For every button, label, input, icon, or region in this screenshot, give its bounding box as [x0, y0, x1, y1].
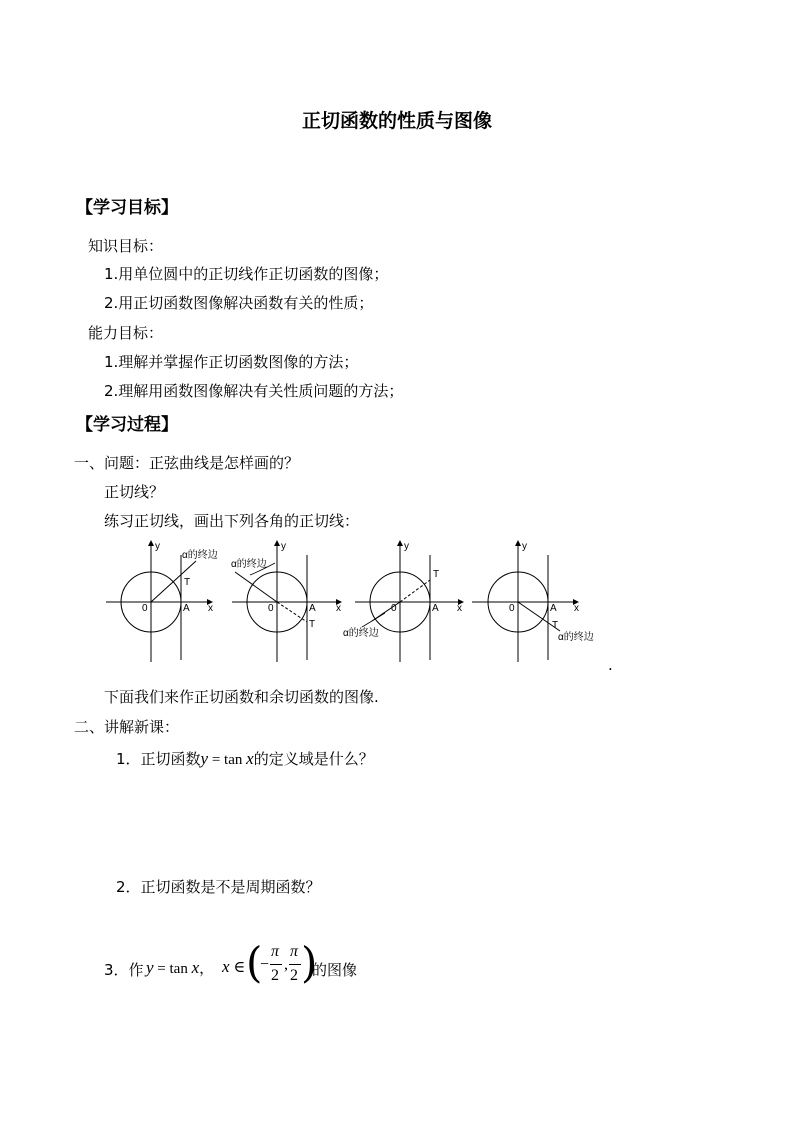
question-3-prefix: 3．作	[104, 961, 144, 979]
interval-comma: ,	[284, 956, 288, 973]
axis-x-label: x	[336, 603, 341, 614]
point-t-label: T	[552, 620, 559, 631]
objectives-heading: 【学习目标】	[76, 198, 178, 218]
origin-label: 0	[142, 603, 148, 614]
axis-y-label: y	[404, 541, 409, 552]
origin-label: 0	[509, 603, 515, 614]
point-a-label: A	[309, 603, 316, 614]
eq-y: y	[200, 749, 209, 768]
next-step-text: 下面我们来作正切函数和余切函数的图像.	[104, 688, 379, 706]
process-heading: 【学习过程】	[76, 415, 178, 435]
element-of: ∈	[229, 959, 246, 976]
axis-x-label: x	[457, 603, 462, 614]
denominator-1: 2	[271, 967, 279, 984]
origin-label: 0	[268, 603, 274, 614]
question-3-domain	[222, 957, 245, 977]
pi-numerator-1: π	[271, 943, 280, 960]
point-a-label: A	[432, 603, 439, 614]
question-3-equation	[146, 957, 214, 978]
ability-label: 能力目标：	[88, 324, 164, 342]
trailing-dot: .	[608, 656, 613, 674]
eq-tan: = tan	[208, 752, 247, 768]
pi-numerator-2: π	[290, 943, 299, 960]
question-2: 2．正切函数是不是周期函数？	[116, 878, 321, 896]
axis-y-label: y	[155, 541, 160, 552]
figure-4	[472, 541, 594, 662]
domain-x: x	[222, 957, 230, 976]
point-t-label: T	[433, 569, 440, 580]
tangent-line-question: 正切线？	[104, 483, 165, 501]
knowledge-label: 知识目标：	[88, 237, 164, 255]
tangent-line-figures	[100, 535, 620, 670]
right-paren: )	[301, 938, 318, 987]
minus-sign: −	[260, 956, 270, 973]
point-t-label: T	[184, 577, 191, 588]
question-1	[116, 748, 374, 769]
terminal-side-label: α的终边	[343, 628, 379, 639]
eq-x: x	[246, 749, 254, 768]
ability-item-1: 1.理解并掌握作正切函数图像的方法；	[104, 353, 359, 371]
question-3	[104, 959, 144, 980]
eq-tan: = tan	[153, 961, 192, 977]
eq-y: y	[146, 958, 154, 977]
question-1-suffix: 的定义域是什么？	[253, 750, 374, 768]
left-paren: (	[246, 938, 263, 987]
question-1-prefix: 1．正切函数	[116, 750, 201, 768]
axis-x-label: x	[574, 603, 579, 614]
page-title: 正切函数的性质与图像	[301, 110, 492, 132]
origin-label: 0	[391, 603, 397, 614]
knowledge-item-2: 2.用正切函数图像解决函数有关的性质；	[104, 294, 374, 312]
terminal-side-label: α的终边	[558, 632, 594, 643]
figure-3	[343, 541, 463, 662]
fraction-bar-2	[289, 964, 301, 965]
figure-1	[106, 541, 218, 662]
axis-y-label: y	[522, 541, 527, 552]
question-3-suffix: 的图像	[312, 961, 358, 979]
part2-title: 二、讲解新课：	[74, 718, 180, 736]
terminal-side-label: α的终边	[182, 550, 218, 561]
eq-x: x	[191, 958, 200, 977]
knowledge-item-1: 1.用单位圆中的正切线作正切函数的图像；	[104, 265, 389, 283]
part1-title: 一、问题：正弦曲线是怎样画的？	[74, 454, 300, 472]
axis-y-label: y	[281, 541, 286, 552]
exercise-text: 练习正切线，画出下列各角的正切线：	[104, 512, 360, 530]
ability-item-2: 2.理解用函数图像解决有关性质问题的方法；	[104, 382, 404, 400]
point-a-label: A	[550, 603, 557, 614]
question-3-separator: ，	[199, 959, 215, 977]
axis-x-label: x	[208, 603, 213, 614]
figure-2	[231, 541, 341, 662]
point-t-label: T	[309, 619, 316, 630]
terminal-side-label: α的终边	[231, 559, 267, 570]
fraction-bar-1	[270, 964, 282, 965]
denominator-2: 2	[290, 967, 298, 984]
point-a-label: A	[183, 603, 190, 614]
